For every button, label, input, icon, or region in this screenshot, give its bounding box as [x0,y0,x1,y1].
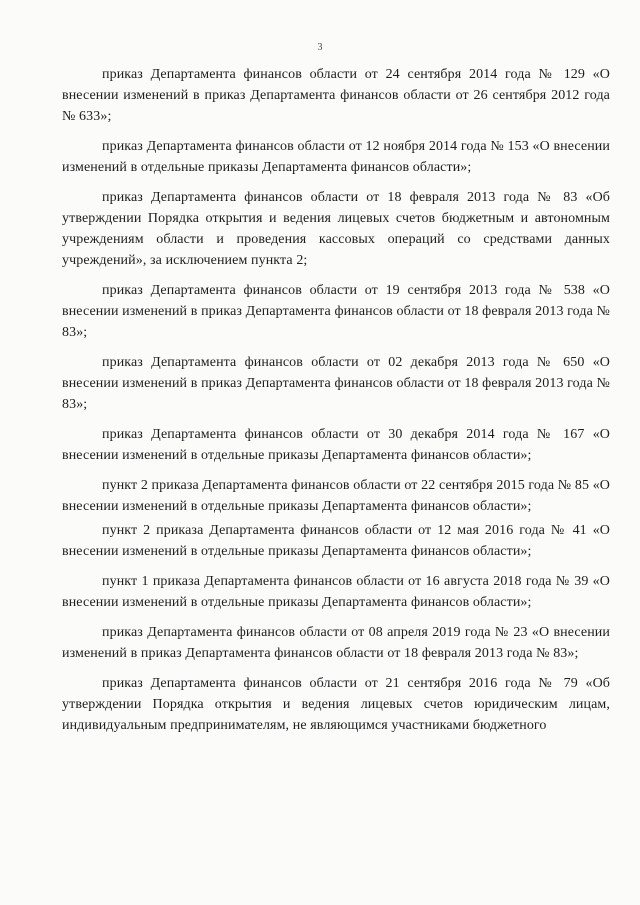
paragraph-order-23: приказ Департамента финансов области от 08 апреля 2019 года № 23 «О внесении изменений в приказ Департамента финансов области от 18 февраля 2013 года № 83»; [62,625,610,661]
paragraph-order-538: приказ Департамента финансов области от 19 сентября 2013 года № 538 «О внесении изменений в приказ Департамента финансов области от 18 февраля 2013 года № 83»; [62,283,610,340]
paragraph-order-41-item-2: пункт 2 приказа Департамента финансов области от 12 мая 2016 года № 41 «О внесении изменений в отдельные приказы Департамента финансов области»; [62,523,610,559]
paragraph-order-153: приказ Департамента финансов области от 12 ноября 2014 года № 153 «О внесении изменений в отдельные приказы Департамента финансов области»; [62,139,610,175]
paragraph-order-79: приказ Департамента финансов области от 21 сентября 2016 года № 79 «Об утверждении Порядка открытия и ведения лицевых счетов юридическим лицам, индивидуальным предпринимателям, не являющимся участниками бюджетного [62,676,610,733]
paragraph-order-39-item-1: пункт 1 приказа Департамента финансов области от 16 августа 2018 года № 39 «О внесении изменений в отдельные приказы Департамента финансов области»; [62,574,610,610]
paragraph-order-167: приказ Департамента финансов области от 30 декабря 2014 года № 167 «О внесении изменений в отдельные приказы Департамента финансов области»; [62,427,610,463]
paragraph-order-83: приказ Департамента финансов области от 18 февраля 2013 года № 83 «Об утверждении Порядка открытия и ведения лицевых счетов бюджетным и автономным учреждениям области и проведения кассовых операций со средствами данных учреждений», за исключением пункта 2; [62,190,610,268]
paragraph-order-85-item-2: пункт 2 приказа Департамента финансов области от 22 сентября 2015 года № 85 «О внесении изменений в отдельные приказы Департамента финансов области»; [62,478,610,514]
page-number: 3 [317,42,323,53]
paragraph-order-650: приказ Департамента финансов области от 02 декабря 2013 года № 650 «О внесении изменений в приказ Департамента финансов области от 18 февраля 2013 года № 83»; [62,355,610,412]
paragraph-order-129: приказ Департамента финансов области от 24 сентября 2014 года № 129 «О внесении изменений в приказ Департамента финансов области от 26 сентября 2012 года № 633»; [62,67,610,124]
document-body [62,64,610,736]
